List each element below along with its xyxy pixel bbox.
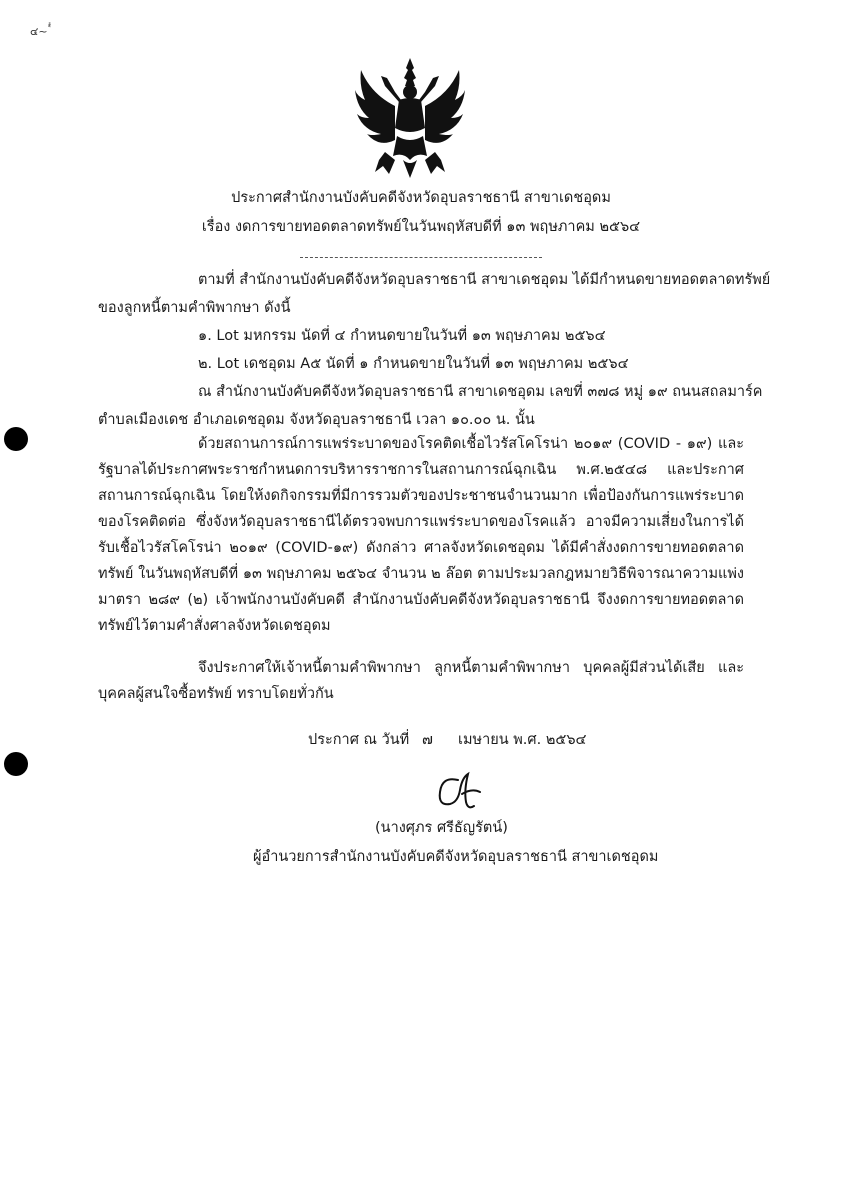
handwritten-signature [428, 770, 484, 814]
lot-item-2: ๒. Lot เดชอุดม A๕ นัดที่ ๑ กำหนดขายในวันที่ ๑๓ พฤษภาคม ๒๕๖๔ [198, 356, 629, 372]
punch-hole-bottom [4, 752, 28, 776]
date-day: ๗ [422, 732, 433, 748]
covid-paragraph: ด้วยสถานการณ์การแพร่ระบาดของโรคติดเชื้อไวรัสโคโรน่า ๒๐๑๙ (COVID - ๑๙) และรัฐบาลได้ประกาศพระราชกำหนดการบริหารราชการในสถานการณ์ฉุกเฉิน พ.ศ.๒๕๔๘ และประกาศสถานการณ์ฉุกเฉิน โดยให้งดกิจกรรมที่มีการรวมตัวของประชาชนจำนวนมาก เพื่อป้องกันการแพร่ระบาดของโรคติดต่อ ซึ่งจังหวัดอุบลราชธานีได้ตรวจพบการแพร่ระบาดของโรคแล้ว อาจมีความเสี่ยงในการได้รับเชื้อไวรัสโคโรน่า ๒๐๑๙ (COVID-๑๙) ดังกล่าว ศาลจังหวัดเดชอุดม ได้มีคำสั่งงดการขายทอดตลาดทรัพย์ ในวันพฤหัสบดีที่ ๑๓ พฤษภาคม ๒๕๖๔ จำนวน ๒ ล๊อต ตามประมวลกฎหมายวิธีพิจารณาความแพ่ง มาตรา ๒๘๙ (๒) เจ้าพนักงานบังคับคดี สำนักงานบังคับคดีจังหวัดอุบลราชธานี จึงงดการขายทอดตลาดทรัพย์ไว้ตามคำสั่งศาลจังหวัดเดชอุดม [98, 436, 744, 634]
signatory-name: (นางศุภร ศรีธัญรัตน์) [375, 820, 508, 836]
date-prefix: ประกาศ ณ วันที่ [308, 732, 410, 748]
venue-line-2: ตำบลเมืองเดช อำเภอเดชอุดม จังหวัดอุบลราชธานี เวลา ๑๐.๐๐ น. นั้น [98, 412, 535, 428]
corner-scribble: ๔~ ๎ํ [30, 25, 52, 38]
header-divider [300, 257, 542, 258]
lot-item-1: ๑. Lot มหกรรม นัดที่ ๔ กำหนดขายในวันที่ ๑๓ พฤษภาคม ๒๕๖๔ [198, 328, 606, 344]
venue-line-1: ณ สำนักงานบังคับคดีจังหวัดอุบลราชธานี สาขาเดชอุดม เลขที่ ๓๗๘ หมู่ ๑๙ ถนนสถลมาร์ค [198, 384, 763, 400]
announcement-title: ประกาศสำนักงานบังคับคดีจังหวัดอุบลราชธานี สาขาเดชอุดม [231, 190, 611, 206]
date-month-year: เมษายน พ.ศ. ๒๕๖๔ [458, 732, 587, 748]
intro-line-2: ของลูกหนี้ตามคำพิพากษา ดังนี้ [98, 300, 291, 316]
notice-paragraph: จึงประกาศให้เจ้าหนี้ตามคำพิพากษา ลูกหนี้ตามคำพิพากษา บุคคลผู้มีส่วนได้เสีย และบุคคลผู้สนใจซื้อทรัพย์ ทราบโดยทั่วกัน [98, 660, 744, 702]
signatory-title: ผู้อำนวยการสำนักงานบังคับคดีจังหวัดอุบลราชธานี สาขาเดชอุดม [253, 849, 659, 865]
intro-line-1: ตามที่ สำนักงานบังคับคดีจังหวัดอุบลราชธานี สาขาเดชอุดม ได้มีกำหนดขายทอดตลาดทรัพย์ [198, 272, 771, 288]
garuda-emblem-icon [355, 56, 465, 178]
punch-hole-top [4, 427, 28, 451]
announcement-subject: เรื่อง งดการขายทอดตลาดทรัพย์ในวันพฤหัสบดีที่ ๑๓ พฤษภาคม ๒๕๖๔ [201, 219, 641, 235]
